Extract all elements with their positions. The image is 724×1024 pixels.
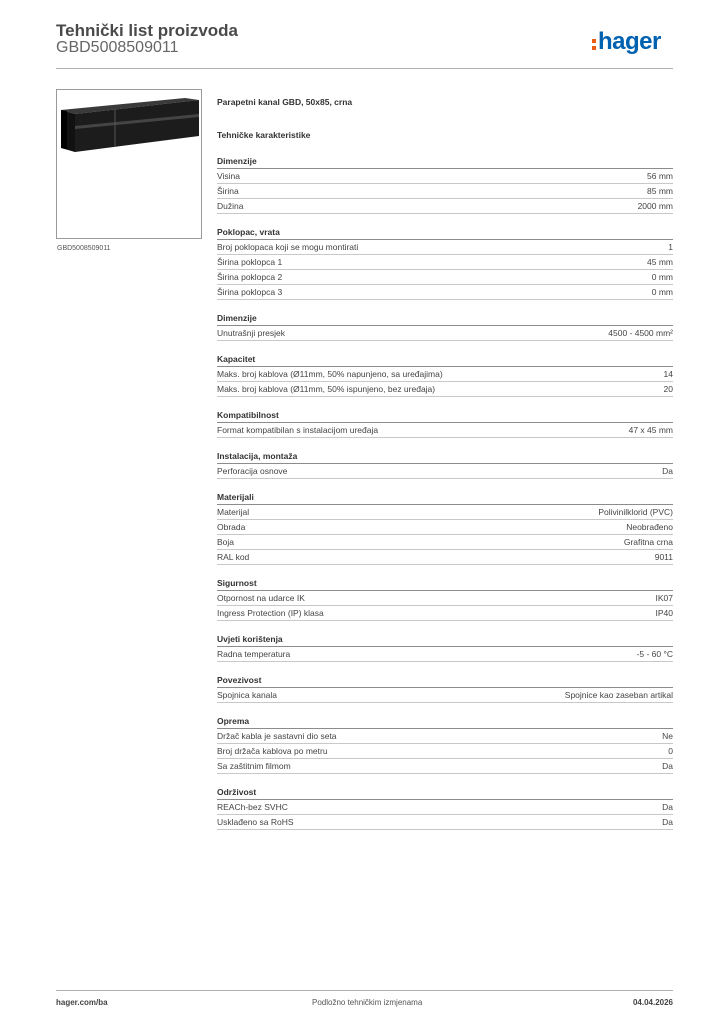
section-title: Povezivost: [217, 673, 673, 688]
cable-trunking-icon: [57, 90, 201, 238]
spec-section: [217, 785, 673, 830]
spec-row: [217, 535, 673, 550]
spec-row: [217, 550, 673, 565]
spec-value: 85 mm: [647, 186, 673, 196]
spec-section: [217, 311, 673, 341]
section-title: Poklopac, vrata: [217, 225, 673, 240]
spec-label: Širina poklopca 2: [217, 272, 283, 282]
spec-row: [217, 423, 673, 438]
spec-value: 14: [663, 369, 673, 379]
spec-section: [217, 154, 673, 214]
spec-value: Ne: [662, 731, 673, 741]
spec-label: RAL kod: [217, 552, 250, 562]
spec-value: 0 mm: [651, 272, 673, 282]
spec-label: Unutrašnji presjek: [217, 328, 286, 338]
spec-row: [217, 591, 673, 606]
spec-value: 47 x 45 mm: [628, 425, 673, 435]
spec-label: Perforacija osnove: [217, 466, 288, 476]
spec-value: Da: [662, 466, 673, 476]
spec-row: [217, 505, 673, 520]
spec-label: Visina: [217, 171, 240, 181]
spec-row: [217, 647, 673, 662]
spec-value: Neobrađeno: [626, 522, 673, 532]
spec-row: [217, 729, 673, 744]
spec-label: Format kompatibilan s instalacijom uređaja: [217, 425, 379, 435]
spec-row: [217, 800, 673, 815]
section-title: Dimenzije: [217, 154, 673, 169]
spec-value: 4500 - 4500 mm²: [608, 328, 673, 338]
spec-row: [217, 199, 673, 214]
section-title: Kompatibilnost: [217, 408, 673, 423]
footer-website: hager.com/ba: [56, 998, 108, 1007]
spec-label: Ingress Protection (IP) klasa: [217, 608, 324, 618]
spec-value: 9011: [654, 552, 673, 562]
section-title: Uvjeti korištenja: [217, 632, 673, 647]
spec-section: [217, 632, 673, 662]
spec-label: REACh-bez SVHC: [217, 802, 288, 812]
spec-label: Maks. broj kablova (Ø11mm, 50% napunjeno, sa uređajima): [217, 369, 443, 379]
spec-value: IK07: [655, 593, 673, 603]
spec-value: 45 mm: [647, 257, 673, 267]
footer-divider: [56, 990, 673, 991]
spec-label: Broj poklopaca koji se mogu montirati: [217, 242, 359, 252]
spec-row: [217, 240, 673, 255]
spec-value: 56 mm: [647, 171, 673, 181]
hager-logo: [592, 28, 661, 56]
spec-row: [217, 326, 673, 341]
logo-dots-icon: [592, 39, 596, 50]
spec-section: [217, 490, 673, 565]
spec-row: [217, 367, 673, 382]
spec-content: [217, 96, 673, 830]
spec-section: [217, 352, 673, 397]
spec-label: Širina poklopca 3: [217, 287, 283, 297]
document-title: Tehnički list proizvoda: [56, 21, 238, 40]
spec-row: [217, 744, 673, 759]
spec-section: [217, 714, 673, 774]
spec-value: Da: [662, 802, 673, 812]
spec-section: [217, 576, 673, 621]
spec-label: Otpornost na udarce IK: [217, 593, 305, 603]
spec-section: [217, 449, 673, 479]
spec-label: Sa zaštitnim filmom: [217, 761, 291, 771]
spec-value: 1: [668, 242, 673, 252]
spec-row: [217, 169, 673, 184]
spec-row: [217, 759, 673, 774]
spec-value: Grafitna crna: [623, 537, 673, 547]
spec-label: Maks. broj kablova (Ø11mm, 50% ispunjeno, bez uređaja): [217, 384, 436, 394]
spec-label: Usklađeno sa RoHS: [217, 817, 294, 827]
section-title: Dimenzije: [217, 311, 673, 326]
spec-value: 0: [668, 746, 673, 756]
spec-value: 2000 mm: [637, 201, 673, 211]
section-title: Instalacija, montaža: [217, 449, 673, 464]
spec-label: Širina: [217, 186, 239, 196]
spec-value: Da: [662, 817, 673, 827]
spec-label: Spojnica kanala: [217, 690, 278, 700]
spec-value: 0 mm: [651, 287, 673, 297]
spec-label: Širina poklopca 1: [217, 257, 283, 267]
spec-label: Dužina: [217, 201, 244, 211]
tech-characteristics-title: Tehničke karakteristike: [217, 130, 311, 140]
spec-value: Spojnice kao zaseban artikal: [564, 690, 673, 700]
spec-row: [217, 285, 673, 300]
section-title: Kapacitet: [217, 352, 673, 367]
spec-value: Polivinilklorid (PVC): [598, 507, 673, 517]
section-title: Sigurnost: [217, 576, 673, 591]
spec-row: [217, 255, 673, 270]
spec-section: [217, 225, 673, 300]
spec-value: Da: [662, 761, 673, 771]
footer-date: 04.04.2026: [632, 998, 673, 1007]
spec-sections: [217, 154, 673, 830]
spec-row: [217, 688, 673, 703]
spec-label: Boja: [217, 537, 235, 547]
spec-row: [217, 520, 673, 535]
product-code: GBD5008509011: [56, 39, 179, 56]
spec-section: [217, 673, 673, 703]
footer-note: Podložno tehničkim izmjenama: [312, 998, 423, 1007]
spec-row: [217, 184, 673, 199]
product-image: [56, 89, 202, 239]
spec-section: [217, 408, 673, 438]
spec-label: Broj držača kablova po metru: [217, 746, 328, 756]
spec-row: [217, 464, 673, 479]
spec-label: Držač kabla je sastavni dio seta: [217, 731, 337, 741]
header-divider: [56, 68, 673, 69]
spec-row: [217, 606, 673, 621]
section-title: Oprema: [217, 714, 673, 729]
spec-value: -5 - 60 °C: [636, 649, 673, 659]
spec-label: Radna temperatura: [217, 649, 291, 659]
spec-label: Obrada: [217, 522, 246, 532]
spec-label: Materijal: [217, 507, 250, 517]
section-title: Održivost: [217, 785, 673, 800]
product-name: Parapetni kanal GBD, 50x85, crna: [217, 97, 353, 107]
spec-row: [217, 270, 673, 285]
logo-text: hager: [598, 28, 661, 55]
spec-value: 20: [663, 384, 673, 394]
spec-row: [217, 382, 673, 397]
spec-value: IP40: [655, 608, 673, 618]
spec-row: [217, 815, 673, 830]
section-title: Materijali: [217, 490, 673, 505]
image-caption: GBD5008509011: [57, 245, 111, 252]
